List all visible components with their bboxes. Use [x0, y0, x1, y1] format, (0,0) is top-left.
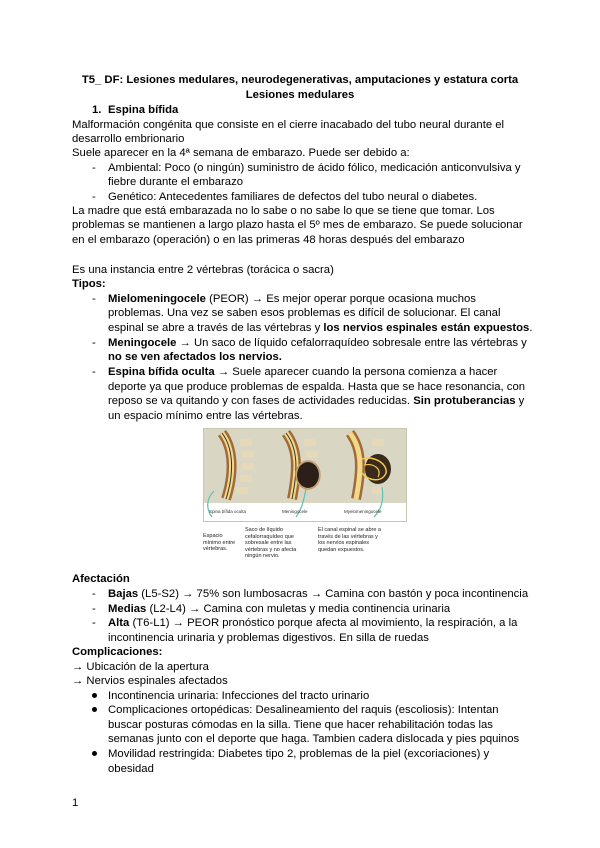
document-title: T5_ DF: Lesiones medulares, neurodegenerativas, amputaciones y estatura corta	[81, 74, 519, 86]
list-item: Incontinencia urinaria: Infecciones del tracto urinario	[108, 690, 370, 702]
list-item: Ambiental: Poco (o ningún) suministro de ácido fólico, medicación anticonvulsiva y	[108, 162, 521, 174]
list-item: Mielomeningocele (PEOR) → Es mejor operar porque ocasiona muchos	[108, 293, 476, 305]
term: Mielomeningocele	[108, 293, 206, 305]
section-heading: Espina bífida	[108, 104, 179, 116]
section-title: Lesiones medulares	[245, 89, 355, 101]
paragraph-line: Es una instancia entre 2 vértebras (torácica o sacra)	[72, 264, 334, 276]
caption-myelomeningocele: El canal espinal se abre a través de las vértebras y los nervios espinales quedan expuestos.	[318, 527, 381, 553]
paragraph-line: → Nervios espinales afectados	[72, 675, 228, 687]
figure-label: Myelomeningocele	[344, 509, 382, 514]
paragraph-line: en el embarazo (operación) o en las primeras 48 horas después del embarazo	[72, 234, 465, 246]
list-item: Complicaciones ortopédicas: Desalineamiento del raquis (escoliosis): Intentan	[108, 704, 499, 716]
paragraph-line: Malformación congénita que consiste en el cierre inacabado del tubo neural durante el	[72, 119, 505, 131]
list-item: no se ven afectados los nervios.	[108, 351, 282, 363]
figure-label: Spina bífida oculta	[209, 509, 247, 514]
list-item: Medias (L2-L4) → Camina con muletas y media continencia urinaria	[108, 603, 451, 615]
list-item: incontinencia urinaria y problemas digestivos. En silla de ruedas	[108, 632, 429, 644]
page-number: 1	[72, 797, 79, 809]
spina-bifida-oculta-diagram	[222, 433, 254, 499]
myelomeningocele-diagram	[350, 433, 391, 499]
list-dash: -	[92, 162, 96, 174]
paragraph-line: La madre que está embarazada no lo sabe o no sabe lo que se tiene que tomar. Los	[72, 205, 495, 217]
paragraph-line: problemas se mantienen a largo plazo hasta el 5º mes de embarazo. Se puede solucionar	[72, 219, 523, 231]
list-dash: -	[92, 293, 96, 305]
figure-label: Meningocele	[282, 509, 308, 514]
paragraph-line: desarrollo embrionario	[72, 133, 185, 145]
list-item: Bajas (L5-S2) → 75% son lumbosacras → Camina con bastón y poca incontinencia	[108, 588, 529, 600]
list-dash: -	[92, 191, 96, 203]
list-item: buscar posturas cómodas en la silla. Tiene que hacer rehabilitación todas las	[108, 719, 493, 731]
caption-oculta: Espacio mínimo entre vértebras.	[203, 533, 236, 552]
list-item: semanas junto con el deporte que haga. Tambien cadera dislocada y pies pquinos	[108, 733, 520, 745]
term: Espina bífida oculta	[108, 366, 215, 378]
list-item: fiebre durante el embarazo	[108, 176, 244, 188]
bullet-icon	[92, 707, 97, 712]
list-item: Meningocele → Un saco de líquido cefalorraquídeo sobresale entre las vértebras y	[108, 337, 527, 349]
bullet-icon	[92, 751, 97, 756]
list-item: obesidad	[108, 763, 154, 775]
list-dash: -	[92, 337, 96, 349]
paragraph-line: Suele aparecer en la 4ª semana de embarazo. Puede ser debido a:	[72, 147, 410, 159]
list-dash: -	[92, 603, 96, 615]
list-item: deporte ya que produce problemas de espalda. Hasta que se hace resonancia, con	[108, 381, 526, 393]
tipos-heading: Tipos:	[72, 278, 106, 290]
list-item: espinal se abre a través de las vértebras y los nervios espinales están expuestos.	[108, 322, 533, 334]
list-dash: -	[92, 366, 96, 378]
list-item: reposo se va quitando y con fases de actividades reducidas. Sin protuberancias y	[108, 395, 525, 407]
caption-meningocele: Saco de líquido cefalorraquídeo que sobresale entre las vértebras y no afecta ningún nervio.	[245, 527, 297, 559]
list-item: Espina bífida oculta → Suele aparecer cuando la persona comienza a hacer	[108, 366, 498, 378]
list-item: Movilidad restringida: Diabetes tipo 2, problemas de la piel (excoriaciones) y	[108, 748, 490, 760]
spine-cross-sections	[204, 429, 406, 521]
list-item: Alta (T6-L1) → PEOR pronóstico porque afecta al movimiento, la respiración, a la	[108, 617, 518, 629]
term: Meningocele	[108, 337, 177, 349]
list-item: un espacio mínimo entre las vértebras.	[108, 410, 303, 422]
afectacion-heading: Afectación	[72, 573, 130, 585]
list-item: problemas. Una vez se saben esos problemas es difícil de solucionar. El canal	[108, 307, 501, 319]
section-number: 1.	[92, 104, 102, 116]
spina-bifida-illustration	[203, 428, 407, 522]
paragraph-line: → Ubicación de la apertura	[72, 661, 209, 673]
list-item: Genético: Antecedentes familiares de defectos del tubo neural o diabetes.	[108, 191, 478, 203]
list-dash: -	[92, 588, 96, 600]
bullet-icon	[92, 693, 97, 698]
complicaciones-heading: Complicaciones:	[72, 646, 163, 658]
list-dash: -	[92, 617, 96, 629]
meningocele-diagram	[286, 433, 320, 499]
